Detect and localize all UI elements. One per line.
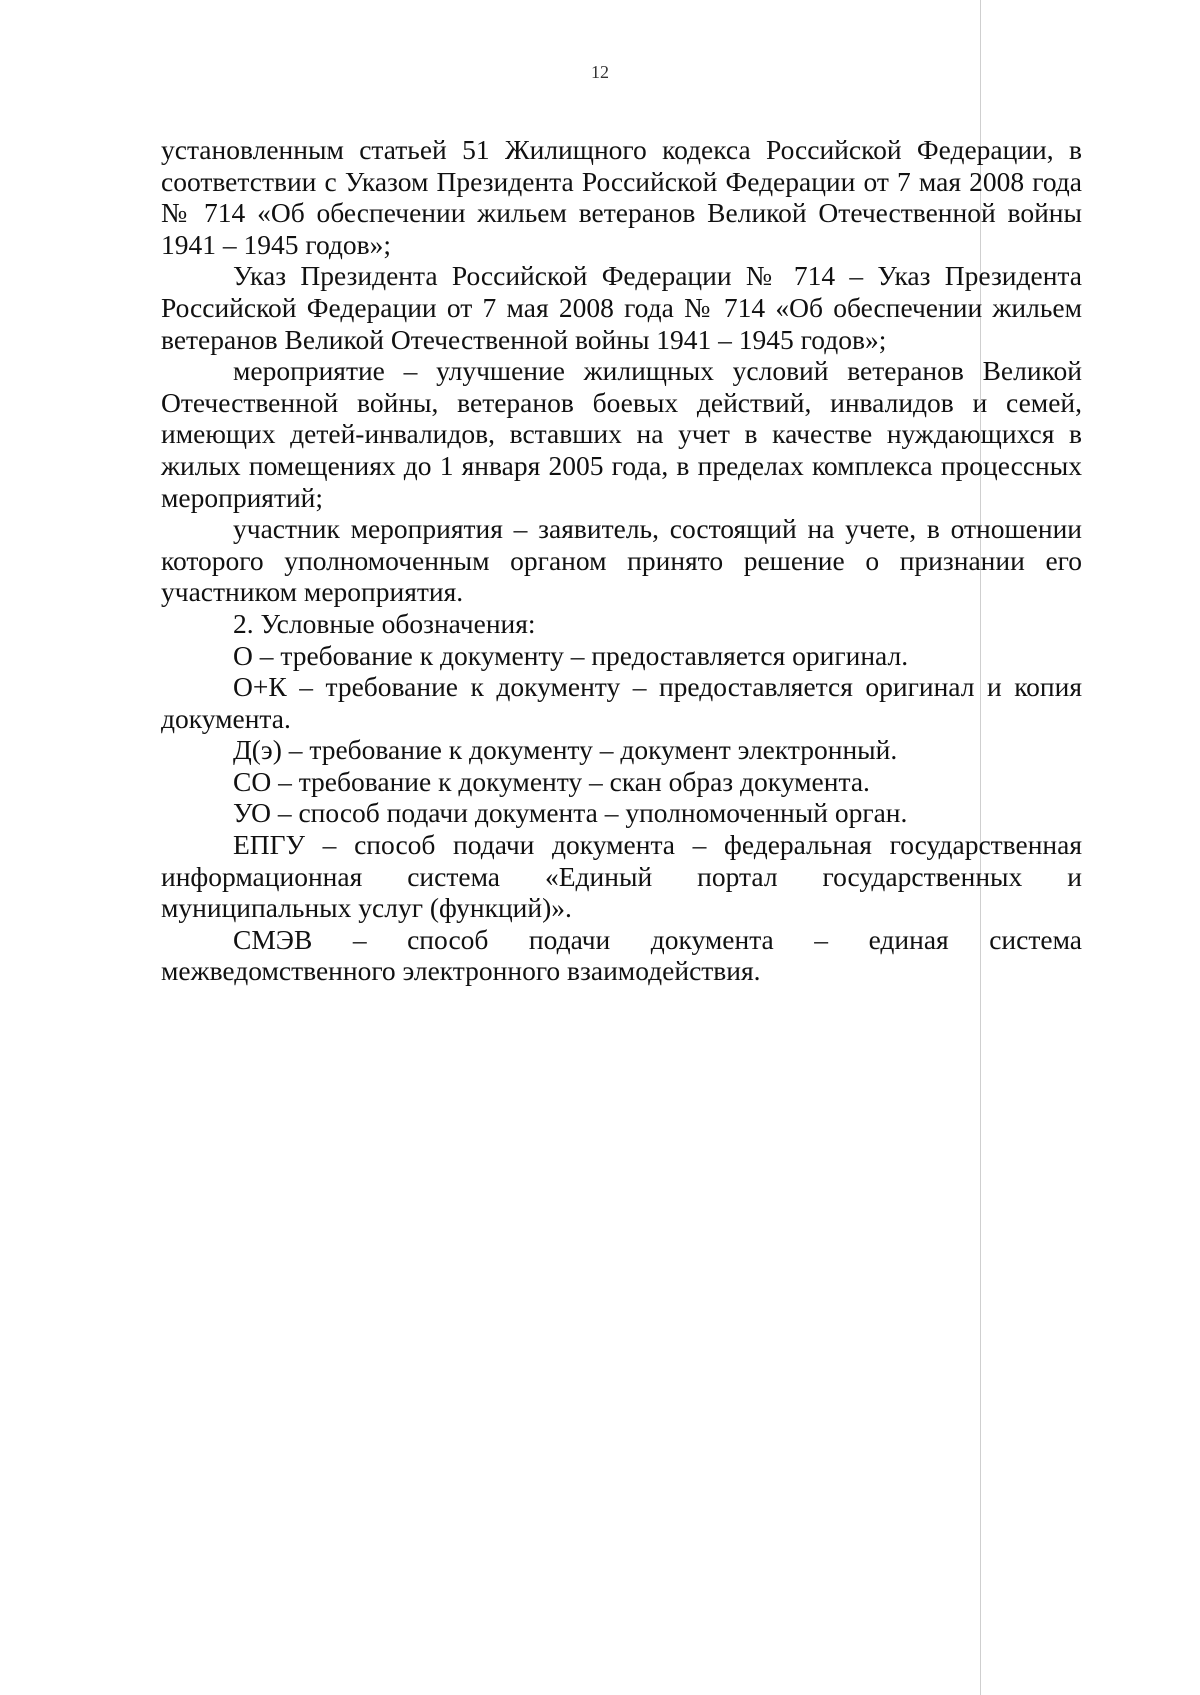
symbol-uo: УО – способ подачи документа – уполномоченный орган. — [233, 797, 908, 829]
paragraph-participant-definition: участник мероприятия – заявитель, состоящий на учете, в отношении которого уполномоченным органом принято решение о признании его участником мероприятия. — [161, 513, 1082, 608]
paragraph-measure-definition: мероприятие – улучшение жилищных условий ветеранов Великой Отечественной войны, ветеранов боевых действий, инвалидов и семей, имеющих детей-инвалидов, вставших на учет в качестве нуждающихся в жилых помещениях до 1 января 2005 года, в пределах комплекса процессных мероприятий; — [161, 355, 1082, 513]
symbol-smev: СМЭВ – способ подачи документа – единая система межведомственного электронного взаимодействия. — [161, 923, 1082, 987]
document-body — [161, 134, 1082, 987]
symbol-d-e: Д(э) – требование к документу – документ электронный. — [233, 734, 898, 766]
paragraph-decree-definition: Указ Президента Российской Федерации № 714 – Указ Президента Российской Федерации от 7 мая 2008 года № 714 «Об обеспечении жильем ветеранов Великой Отечественной войны 1941 – 1945 годов»; — [161, 260, 1082, 355]
symbol-so: СО – требование к документу – скан образ документа. — [233, 765, 870, 797]
symbol-epgu: ЕПГУ – способ подачи документа – федеральная государственная информационная система «Единый портал государственных и муниципальных услуг (функций)». — [161, 829, 1082, 924]
page-number: 12 — [591, 62, 609, 82]
section-heading-symbols: 2. Условные обозначения: — [233, 607, 536, 639]
symbol-o: О – требование к документу – предоставляется оригинал. — [233, 639, 909, 671]
paragraph-continuation: установленным статьей 51 Жилищного кодекса Российской Федерации, в соответствии с Указом Президента Российской Федерации от 7 мая 2008 года № 714 «Об обеспечении жильем ветеранов Великой Отечественной войны 1941 – 1945 годов»; — [161, 134, 1082, 260]
symbol-o-k: О+К – требование к документу – предоставляется оригинал и копия документа. — [161, 671, 1082, 734]
